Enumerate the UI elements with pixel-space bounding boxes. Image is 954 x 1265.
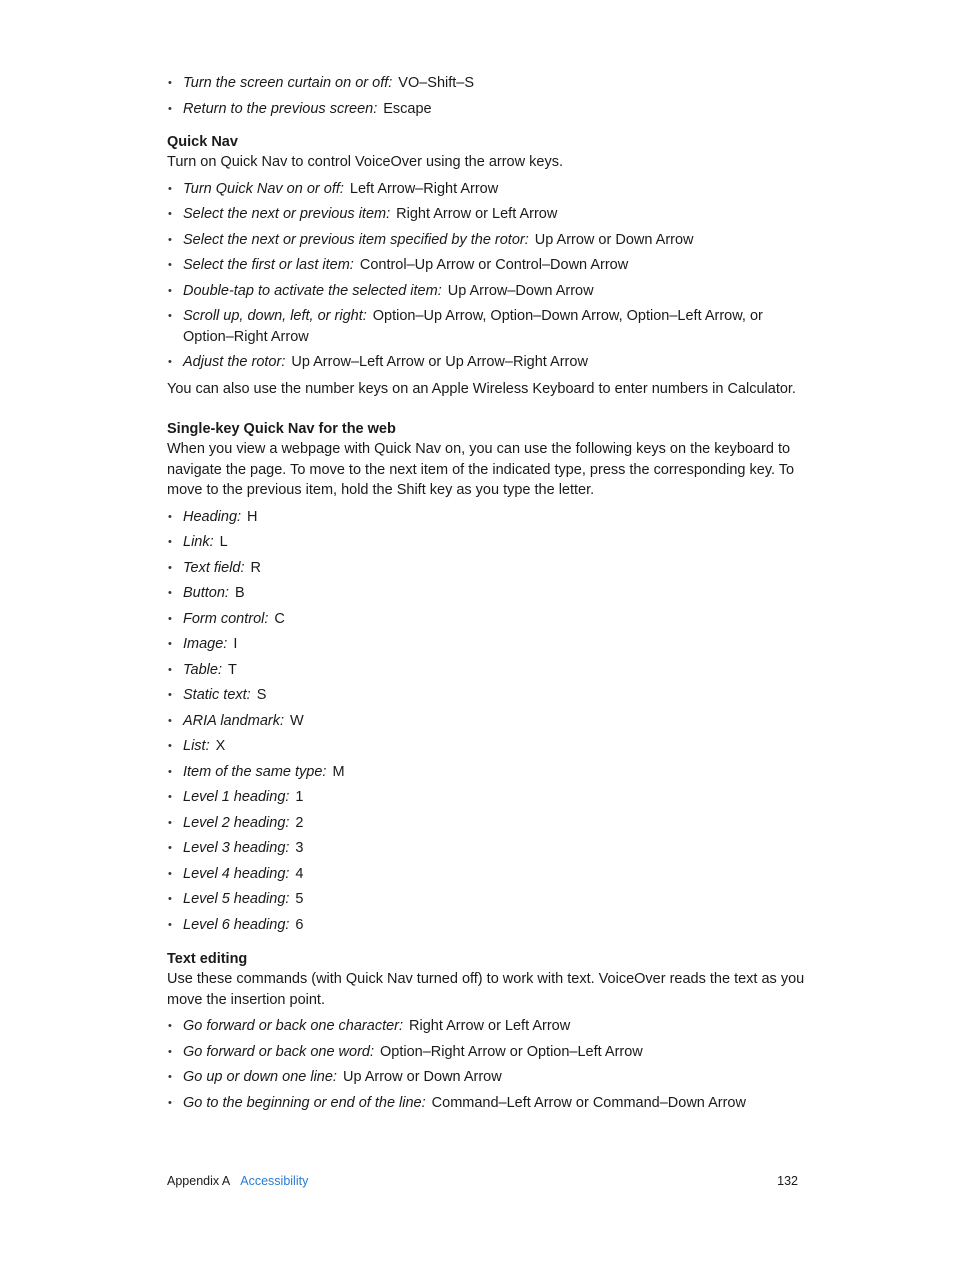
item-value: Option–Up Arrow, Option–Down Arrow, Option–Left Arrow, or Option–Right Arrow <box>183 308 763 345</box>
item-term: Go forward or back one character: <box>183 1018 404 1034</box>
item-term: Item of the same type: <box>183 763 327 780</box>
section-intro: Turn on Quick Nav to control VoiceOver using the arrow keys. <box>167 154 563 170</box>
item-value: Up Arrow or Down Arrow <box>342 1069 502 1085</box>
item-value: M <box>332 763 345 780</box>
item-term: Select the first or last item: <box>183 257 354 273</box>
item-term: Go forward or back one word: <box>183 1043 375 1060</box>
item-value: Escape <box>383 100 432 117</box>
section-heading: Quick Nav <box>167 134 238 150</box>
item-term: Level 4 heading: <box>183 865 290 882</box>
item-value: Right Arrow or Left Arrow <box>396 206 558 222</box>
list-item <box>167 230 807 251</box>
list-item <box>167 813 807 834</box>
item-term: Button: <box>183 585 229 601</box>
item-value: 2 <box>295 814 304 831</box>
item-term: Scroll up, down, left, or right: <box>183 308 367 324</box>
footer-link[interactable]: Accessibility <box>240 1174 309 1188</box>
item-value: 6 <box>295 916 304 933</box>
list-item <box>167 281 807 302</box>
item-value: Up Arrow–Down Arrow <box>447 282 594 299</box>
item-term: Go up or down one line: <box>183 1069 337 1085</box>
item-value: 1 <box>295 789 304 805</box>
section-intro: Use these commands (with Quick Nav turned off) to work with text. VoiceOver reads the text as you move the insertion point. <box>167 971 805 1008</box>
list-item <box>167 838 807 859</box>
item-term: Level 1 heading: <box>183 789 290 805</box>
item-term: ARIA landmark: <box>183 712 284 729</box>
text-editing-bullet-list <box>167 1016 807 1113</box>
item-value: Option–Right Arrow or Option–Left Arrow <box>380 1043 643 1060</box>
text-editing-section <box>167 949 807 1118</box>
item-term: Image: <box>183 636 228 652</box>
item-term: Select the next or previous item: <box>183 206 391 222</box>
list-item <box>167 1042 807 1063</box>
item-value: T <box>227 661 237 678</box>
item-term: Select the next or previous item specified by the rotor: <box>183 231 529 248</box>
item-term: Level 5 heading: <box>183 891 290 907</box>
item-term: Turn the screen curtain on or off: <box>183 75 393 91</box>
list-item <box>167 685 807 706</box>
item-term: Adjust the rotor: <box>183 354 286 370</box>
page-number: 132 <box>777 1174 798 1188</box>
list-item <box>167 660 807 681</box>
list-item <box>167 73 807 94</box>
section-heading: Text editing <box>167 951 248 967</box>
footer-section: Appendix A <box>167 1174 231 1188</box>
list-item <box>167 255 807 276</box>
item-value: Command–Left Arrow or Command–Down Arrow <box>431 1094 746 1111</box>
item-term: Turn Quick Nav on or off: <box>183 180 344 197</box>
list-item <box>167 711 807 732</box>
item-term: Heading: <box>183 508 242 525</box>
item-term: Return to the previous screen: <box>183 100 378 117</box>
section-heading: Single-key Quick Nav for the web <box>167 421 396 437</box>
item-term: Go to the beginning or end of the line: <box>183 1094 426 1111</box>
item-value: W <box>290 712 304 729</box>
list-item <box>167 507 807 528</box>
list-item <box>167 179 807 200</box>
item-term: Link: <box>183 534 214 550</box>
item-term: Level 3 heading: <box>183 840 290 856</box>
list-item <box>167 99 807 120</box>
item-term: List: <box>183 738 210 754</box>
list-item <box>167 558 807 579</box>
section-note: You can also use the number keys on an Apple Wireless Keyboard to enter numbers in Calculator. <box>167 380 796 397</box>
item-value: S <box>256 687 267 703</box>
list-item <box>167 787 807 808</box>
list-item <box>167 583 807 604</box>
item-term: Double-tap to activate the selected item: <box>183 282 442 299</box>
item-value: Up Arrow–Left Arrow or Up Arrow–Right Arrow <box>291 354 588 370</box>
top-bullet-list <box>167 73 807 119</box>
list-item <box>167 889 807 910</box>
item-value: Left Arrow–Right Arrow <box>349 180 499 197</box>
list-item <box>167 736 807 757</box>
item-value: Control–Up Arrow or Control–Down Arrow <box>359 257 629 273</box>
list-item <box>167 609 807 630</box>
item-value: B <box>234 585 245 601</box>
list-item <box>167 204 807 225</box>
list-item <box>167 1067 807 1088</box>
item-value: R <box>250 559 262 576</box>
item-term: Table: <box>183 661 222 678</box>
item-value: C <box>274 610 285 627</box>
section-intro: When you view a webpage with Quick Nav on, you can use the following keys on the keyboard to navigate the page. To move to the next item of the indicated type, press the corresponding key. To move to the previous item, hold the Shift key as you type the letter. <box>167 441 795 498</box>
item-value: Right Arrow or Left Arrow <box>409 1018 571 1034</box>
item-value: L <box>219 534 228 550</box>
list-item <box>167 762 807 783</box>
quick-nav-section <box>167 132 807 399</box>
single-key-bullet-list <box>167 507 807 936</box>
item-term: Level 6 heading: <box>183 916 290 933</box>
list-item <box>167 352 807 373</box>
item-term: Text field: <box>183 559 245 576</box>
list-item <box>167 634 807 655</box>
quick-nav-bullet-list <box>167 179 807 373</box>
list-item <box>167 1016 807 1037</box>
item-term: Static text: <box>183 687 251 703</box>
item-value: VO–Shift–S <box>398 75 475 91</box>
item-term: Level 2 heading: <box>183 814 290 831</box>
list-item <box>167 915 807 936</box>
list-item <box>167 1093 807 1114</box>
item-value: 3 <box>295 840 304 856</box>
item-term: Form control: <box>183 610 269 627</box>
item-value: 4 <box>295 865 304 882</box>
item-value: X <box>215 738 226 754</box>
item-value: H <box>247 508 258 525</box>
item-value: 5 <box>295 891 304 907</box>
list-item <box>167 864 807 885</box>
list-item <box>167 532 807 553</box>
single-key-section <box>167 419 807 940</box>
top-section <box>167 73 807 124</box>
item-value: Up Arrow or Down Arrow <box>534 231 694 248</box>
list-item <box>167 306 807 347</box>
item-value: I <box>233 636 238 652</box>
